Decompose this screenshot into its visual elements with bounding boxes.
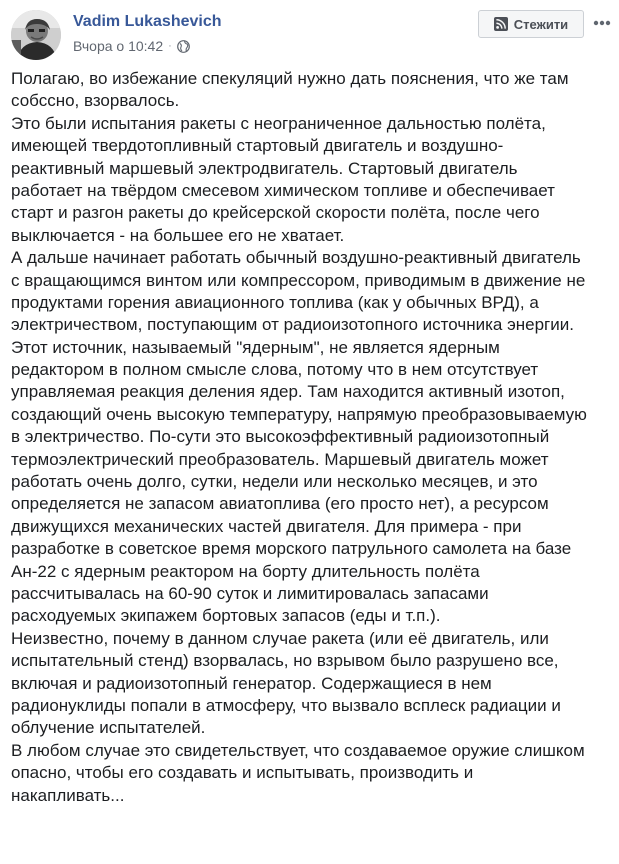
post-body bbox=[11, 68, 611, 807]
post-text-line: Это были испытания ракеты с неограниченное дальностью полёта, bbox=[11, 113, 546, 133]
post-meta bbox=[73, 37, 190, 55]
post-text-line: выключается - на большее его не хватает. bbox=[11, 225, 345, 245]
post-text-line: опасно, чтобы его создавать и испытывать, производить и bbox=[11, 763, 474, 783]
post-text-line: имеющей твердотопливный стартовый двигатель и воздушно- bbox=[11, 136, 504, 156]
post-text-line: испытательный стенд) взорвалась, но взрывом было разрушено все, bbox=[11, 651, 559, 671]
post-text-line: включая и радиоизотопный генератор. Содержащиеся в нем bbox=[11, 673, 492, 693]
post-text-line: электричеством, поступающим от радиоизотопного источника энергии. bbox=[11, 315, 574, 335]
post-text-line: в электричество. По-сути это высокоэффективный радиоизотопный bbox=[11, 427, 550, 447]
post-header bbox=[0, 0, 619, 70]
post-timestamp[interactable]: Вчора о 10:42 bbox=[73, 38, 164, 54]
avatar[interactable] bbox=[11, 10, 61, 60]
more-icon bbox=[593, 13, 611, 31]
post-text-line: Неизвестно, почему в данном случае ракета (или её двигатель, или bbox=[11, 628, 549, 648]
post-text-line: Ан-22 с ядерным реактором на борту длительность полёта bbox=[11, 561, 480, 581]
post-text-line: с вращающимся винтом или компрессором, приводимым в движение не bbox=[11, 270, 586, 290]
post-text-line: работать очень долго, сутки, недели или несколько месяцев, и это bbox=[11, 472, 538, 492]
follow-button[interactable] bbox=[478, 10, 584, 38]
follow-label: Стежити bbox=[513, 16, 569, 32]
meta-separator: · bbox=[168, 40, 172, 52]
post-text-line: В любом случае это свидетельствует, что создаваемое оружие слишком bbox=[11, 740, 585, 760]
post-text-line: движущихся механических частей двигателя. Для примера - при bbox=[11, 516, 522, 536]
post-text-line: облучение испытателей. bbox=[11, 718, 206, 738]
post-text-line: накапливать... bbox=[11, 785, 125, 805]
post-text-line: А дальше начинает работать обычный воздушно-реактивный двигатель bbox=[11, 248, 581, 268]
author-name[interactable]: Vadim Lukashevich bbox=[73, 13, 222, 30]
post-text-line: редактором в полном смысле слова, потому что в нем отсутствует bbox=[11, 360, 539, 380]
avatar-photo bbox=[11, 10, 61, 60]
post-text-line: управляемая реакция деления ядер. Там находится активный изотоп, bbox=[11, 382, 565, 402]
post-text-line: определяется не запасом авиатоплива (его просто нет), а ресурсом bbox=[11, 494, 549, 514]
post-text-line: работает на твёрдом смесевом химическом топливе и обеспечивает bbox=[11, 180, 555, 200]
post-text-line: расходуемых экипажем бортовых запасов (еды и т.п.). bbox=[11, 606, 441, 626]
post-text-line: разработке в советское время морского патрульного самолета на базе bbox=[11, 539, 572, 559]
post-text-line: собсcно, взорвалось. bbox=[11, 91, 180, 111]
more-options-button[interactable] bbox=[590, 10, 614, 34]
post-text-line: Полагаю, во избежание спекуляций нужно дать пояснения, что же там bbox=[11, 69, 569, 88]
post-text-line: рассчитывалась на 60-90 суток и лимитировалась запасами bbox=[11, 583, 489, 603]
post-text-line: реактивный маршевый электродвигатель. Стартовый двигатель bbox=[11, 158, 518, 178]
post-text-line: старт и разгон ракеты до крейсерской скорости полёта, после чего bbox=[11, 203, 540, 223]
post-text-line: радионуклиды попали в атмосферу, что вызвало всплеск радиации и bbox=[11, 695, 561, 715]
globe-icon[interactable] bbox=[177, 40, 190, 53]
rss-icon bbox=[494, 17, 508, 31]
post-text-line: термоэлектрический преобразователь. Маршевый двигатель может bbox=[11, 449, 549, 469]
post-text-line: продуктами горения авиационного топлива (как у обычных ВРД), а bbox=[11, 292, 539, 312]
post-text-line: создающий очень высокую температуру, напрямую преобразовываемую bbox=[11, 404, 587, 424]
post-text-line: Этот источник, называемый "ядерным", не является ядерным bbox=[11, 337, 500, 357]
